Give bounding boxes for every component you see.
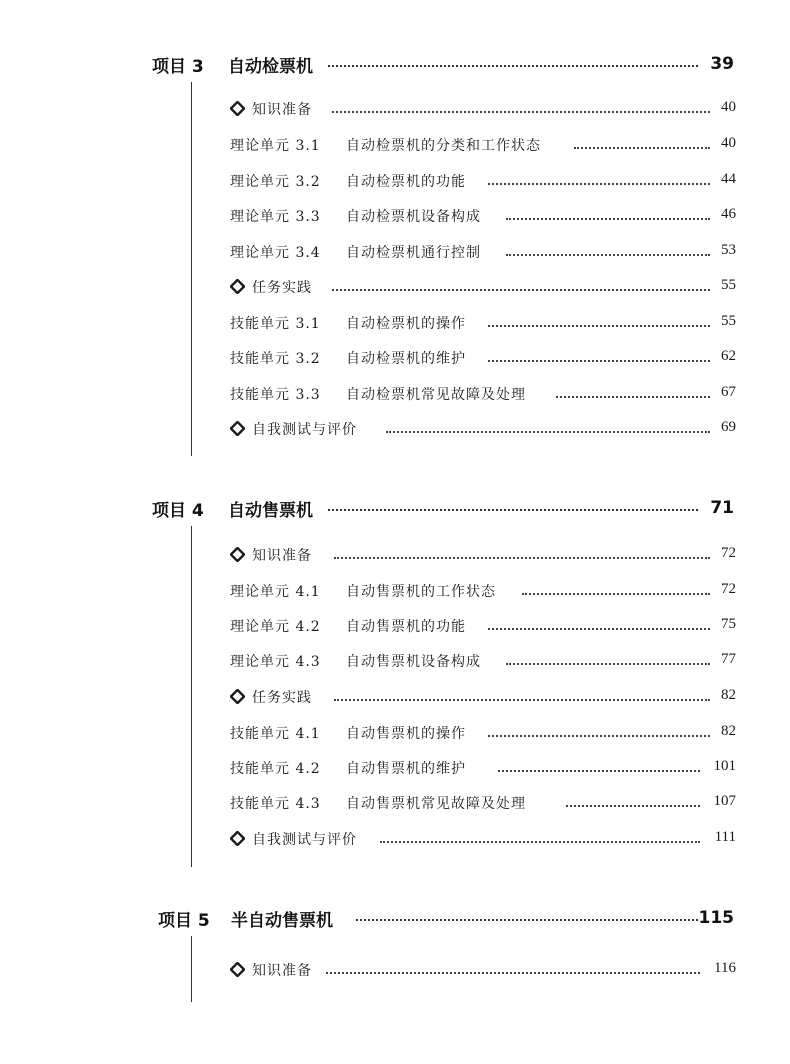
entry-title: 自动检票机的操作 <box>346 316 466 332</box>
entry-title: 自动售票机的功能 <box>346 619 466 635</box>
entry-page-number: 107 <box>713 793 736 809</box>
entry-page-number: 82 <box>721 687 736 703</box>
leader-dots <box>488 183 710 185</box>
entry-label: 自我测试与评价 <box>252 422 357 438</box>
project-label: 项目 4 <box>152 500 204 521</box>
entry-page-number: 75 <box>721 616 736 632</box>
project-title: 自动检票机 <box>228 56 313 77</box>
entry-page-number: 62 <box>721 348 736 364</box>
toc-entry[interactable] <box>230 96 736 120</box>
entry-title: 自动售票机的操作 <box>346 726 466 742</box>
toc-entry[interactable] <box>230 416 736 440</box>
diamond-bullet-icon <box>230 689 245 704</box>
entry-page-number: 116 <box>714 960 736 976</box>
diamond-bullet-icon <box>230 101 245 116</box>
entry-label: 知识准备 <box>252 548 312 564</box>
leader-dots <box>326 972 700 974</box>
project-page-number: 115 <box>698 908 734 928</box>
entry-page-number: 82 <box>721 723 736 739</box>
toc-entry[interactable] <box>230 826 736 850</box>
entry-label: 技能单元 4.1 <box>230 726 321 742</box>
leader-dots <box>332 289 710 291</box>
entry-page-number: 111 <box>714 829 736 845</box>
entry-label: 理论单元 4.3 <box>230 654 321 670</box>
leader-dots <box>488 325 710 327</box>
entry-page-number: 72 <box>721 581 736 597</box>
toc-entry[interactable] <box>230 790 736 814</box>
entry-page-number: 77 <box>721 651 736 667</box>
section-divider-line <box>191 82 192 456</box>
leader-dots <box>334 557 710 559</box>
project-title: 自动售票机 <box>228 500 313 521</box>
entry-title: 自动售票机设备构成 <box>346 654 481 670</box>
toc-entry[interactable] <box>230 578 736 602</box>
entry-title: 自动检票机通行控制 <box>346 245 481 261</box>
entry-page-number: 55 <box>721 277 736 293</box>
entry-label: 知识准备 <box>252 102 312 118</box>
toc-entry[interactable] <box>230 239 736 263</box>
entry-title: 自动检票机设备构成 <box>346 209 481 225</box>
entry-label: 理论单元 3.3 <box>230 209 321 225</box>
entry-label: 理论单元 3.1 <box>230 138 321 154</box>
leader-dots <box>556 396 710 398</box>
leader-dots <box>506 254 710 256</box>
toc-entry[interactable] <box>230 755 736 779</box>
entry-label: 技能单元 4.2 <box>230 761 321 777</box>
toc-entry[interactable] <box>230 132 736 156</box>
entry-page-number: 40 <box>721 135 736 151</box>
diamond-bullet-icon <box>230 547 245 562</box>
entry-page-number: 72 <box>721 545 736 561</box>
entry-title: 自动售票机的工作状态 <box>346 584 496 600</box>
project-heading[interactable] <box>0 493 790 523</box>
entry-title: 自动售票机常见故障及处理 <box>346 796 526 812</box>
entry-page-number: 40 <box>721 99 736 115</box>
entry-title: 自动检票机的维护 <box>346 351 466 367</box>
entry-page-number: 101 <box>713 758 736 774</box>
toc-entry[interactable] <box>230 648 736 672</box>
leader-dots <box>328 509 698 511</box>
entry-label: 理论单元 4.2 <box>230 619 321 635</box>
entry-page-number: 44 <box>721 171 736 187</box>
leader-dots <box>332 111 710 113</box>
entry-label: 知识准备 <box>252 963 312 979</box>
project-heading[interactable] <box>0 49 790 79</box>
project-heading[interactable] <box>0 903 790 933</box>
toc-entry[interactable] <box>230 957 736 981</box>
toc-entry[interactable] <box>230 542 736 566</box>
entry-title: 自动检票机的分类和工作状态 <box>346 138 541 154</box>
leader-dots <box>356 919 698 921</box>
diamond-bullet-icon <box>230 421 245 436</box>
toc-entry[interactable] <box>230 684 736 708</box>
leader-dots <box>506 218 710 220</box>
entry-label: 技能单元 4.3 <box>230 796 321 812</box>
leader-dots <box>522 593 710 595</box>
entry-label: 任务实践 <box>252 690 312 706</box>
entry-label: 任务实践 <box>252 280 312 296</box>
toc-entry[interactable] <box>230 203 736 227</box>
entry-label: 技能单元 3.1 <box>230 316 321 332</box>
section-divider-line <box>191 936 192 1002</box>
leader-dots <box>574 147 710 149</box>
project-label: 项目 3 <box>152 56 204 77</box>
entry-page-number: 55 <box>721 313 736 329</box>
toc-entry[interactable] <box>230 613 736 637</box>
diamond-bullet-icon <box>230 831 245 846</box>
project-page-number: 39 <box>710 54 734 74</box>
entry-label: 理论单元 3.4 <box>230 245 321 261</box>
entry-page-number: 46 <box>721 206 736 222</box>
project-title: 半自动售票机 <box>231 910 333 931</box>
entry-page-number: 69 <box>721 419 736 435</box>
leader-dots <box>506 663 710 665</box>
leader-dots <box>488 360 710 362</box>
toc-entry[interactable] <box>230 720 736 744</box>
diamond-bullet-icon <box>230 962 245 977</box>
leader-dots <box>380 841 700 843</box>
entry-page-number: 53 <box>721 242 736 258</box>
entry-label: 技能单元 3.2 <box>230 351 321 367</box>
toc-entry[interactable] <box>230 274 736 298</box>
section-divider-line <box>191 526 192 867</box>
entry-page-number: 67 <box>721 384 736 400</box>
entry-title: 自动检票机常见故障及处理 <box>346 387 526 403</box>
project-label: 项目 5 <box>158 910 210 931</box>
toc-entry[interactable] <box>230 168 736 192</box>
leader-dots <box>386 431 710 433</box>
entry-label: 技能单元 3.3 <box>230 387 321 403</box>
leader-dots <box>566 805 700 807</box>
leader-dots <box>488 628 710 630</box>
leader-dots <box>334 699 710 701</box>
leader-dots <box>328 65 698 67</box>
project-page-number: 71 <box>710 498 734 518</box>
entry-label: 自我测试与评价 <box>252 832 357 848</box>
toc-entry[interactable] <box>230 381 736 405</box>
leader-dots <box>498 770 700 772</box>
toc-entry[interactable] <box>230 310 736 334</box>
entry-title: 自动售票机的维护 <box>346 761 466 777</box>
diamond-bullet-icon <box>230 279 245 294</box>
entry-label: 理论单元 4.1 <box>230 584 321 600</box>
toc-entry[interactable] <box>230 345 736 369</box>
entry-label: 理论单元 3.2 <box>230 174 321 190</box>
leader-dots <box>488 735 710 737</box>
entry-title: 自动检票机的功能 <box>346 174 466 190</box>
